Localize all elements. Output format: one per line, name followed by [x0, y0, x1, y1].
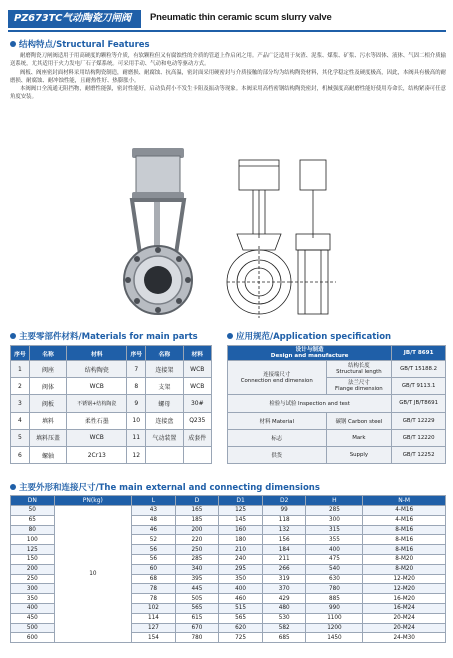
table-cell: 200: [175, 525, 219, 535]
table-cell: 78: [132, 594, 176, 604]
table-cell: 780: [175, 633, 219, 643]
table-cell: 540: [306, 564, 363, 574]
table-cell: 65: [11, 515, 55, 525]
table-cell: 阀体: [29, 378, 66, 395]
table-cell: 螺轴: [29, 446, 66, 463]
section-bullet-icon: [10, 41, 16, 47]
features-para-1: 耐磨陶瓷刀闸阀适用于用高硬度的颗粒等介质，有软颗粒但又有腐蚀性的介质的管道上作启闭之用。产品广泛适用于灰渣、泥浆、煤浆、矿浆、污水等固体、液体、气固二相介质输送系统，尤其适用于火力发电厂石子煤系统。可采用手动、气动和电动等驱动方式。: [10, 53, 446, 68]
table-cell: 连接端尺寸 Connection end dimension: [228, 361, 327, 395]
table-cell: GB/T 12252: [392, 446, 446, 463]
table-cell: 620: [219, 623, 263, 633]
materials-header-row: [11, 346, 212, 361]
col-header: 设计与制造 Design and manufacture: [228, 346, 392, 361]
table-cell: 220: [175, 535, 219, 545]
features-para-2: 阀板、阀座密封面材料采用结构陶瓷制造，耐磨损、耐腐蚀、抗高温，密封面采用硬密封与介质接触的部分均为结构陶瓷材料，其化学稳定性及硬度极高，因此，本阀具有极高的耐磨损、耐腐蚀、耐冲蚀性能，且耐热性好、热膨胀小。: [10, 69, 446, 84]
table-row: [11, 429, 212, 446]
table-cell: 结构陶瓷: [67, 361, 127, 378]
table-cell: 8-M16: [363, 545, 446, 555]
features-body: [10, 52, 446, 102]
table-cell: 11: [127, 429, 146, 446]
table-cell: 1: [11, 361, 30, 378]
col-header: D1: [219, 496, 263, 506]
table-cell: 450: [11, 613, 55, 623]
table-cell: 132: [262, 525, 306, 535]
table-cell: [183, 446, 211, 463]
table-cell: 78: [132, 584, 176, 594]
table-cell: 460: [219, 594, 263, 604]
table-cell: GB/T JB/T8691: [392, 395, 446, 412]
table-cell: 16-M20: [363, 594, 446, 604]
table-cell: 445: [175, 584, 219, 594]
table-cell: Q235: [183, 412, 211, 429]
table-cell: 154: [132, 633, 176, 643]
table-cell: 材料 Material: [228, 412, 327, 429]
table-cell: 9: [127, 395, 146, 412]
col-header: H: [306, 496, 363, 506]
table-cell: [146, 446, 183, 463]
table-cell: WCB: [183, 378, 211, 395]
table-cell: 515: [219, 603, 263, 613]
table-cell: 4-M16: [363, 506, 446, 516]
header-rule: [8, 30, 446, 32]
table-cell: 10: [127, 412, 146, 429]
table-cell: 670: [175, 623, 219, 633]
table-cell: 填料: [29, 412, 66, 429]
table-cell: 1450: [306, 633, 363, 643]
table-cell: 102: [132, 603, 176, 613]
col-header: 名称: [29, 346, 66, 361]
table-cell: 319: [262, 574, 306, 584]
table-row: [11, 395, 212, 412]
table-cell: 48: [132, 515, 176, 525]
table-cell: 990: [306, 603, 363, 613]
application-header-row: [228, 346, 446, 361]
table-cell: 885: [306, 594, 363, 604]
table-cell: 3: [11, 395, 30, 412]
table-cell: 145: [219, 515, 263, 525]
features-title: 结构特点/Structural Features: [19, 40, 150, 50]
table-cell: 118: [262, 515, 306, 525]
table-cell: 114: [132, 613, 176, 623]
table-cell: 6: [11, 446, 30, 463]
materials-heading: [10, 330, 198, 342]
table-cell: 475: [306, 554, 363, 564]
table-cell: 标志: [228, 429, 327, 446]
table-cell: 12: [127, 446, 146, 463]
table-cell: WCB: [183, 361, 211, 378]
table-cell: GB/T 12229: [392, 412, 446, 429]
table-cell: 350: [11, 594, 55, 604]
table-cell: 支架: [146, 378, 183, 395]
table-cell: 630: [306, 574, 363, 584]
table-row: [11, 378, 212, 395]
table-cell: 56: [132, 545, 176, 555]
table-cell: 检验与试验 Inspection and test: [228, 395, 392, 412]
table-cell: 8-M16: [363, 535, 446, 545]
table-cell: GB/T 9113.1: [392, 378, 446, 395]
dimensions-header-row: [11, 496, 446, 506]
table-cell: 不锈钢+结构陶瓷: [67, 395, 127, 412]
col-header: JB/T 8691: [392, 346, 446, 361]
table-cell: 127: [132, 623, 176, 633]
table-cell: 12-M20: [363, 584, 446, 594]
table-row: [228, 446, 446, 463]
table-cell: 100: [11, 535, 55, 545]
table-cell: 185: [175, 515, 219, 525]
table-cell: 20-M24: [363, 613, 446, 623]
application-table: [227, 345, 446, 464]
col-header: D2: [262, 496, 306, 506]
table-cell: 240: [219, 554, 263, 564]
table-cell: 成套件: [183, 429, 211, 446]
table-row: [11, 446, 212, 463]
table-cell: 99: [262, 506, 306, 516]
table-cell: 碳钢 Carbon steel: [326, 412, 392, 429]
table-cell: 400: [11, 603, 55, 613]
table-cell: 340: [175, 564, 219, 574]
table-cell: 184: [262, 545, 306, 555]
dimensions-table: [10, 495, 446, 643]
table-cell: 7: [127, 361, 146, 378]
table-cell: 8-M20: [363, 564, 446, 574]
table-cell: 400: [219, 584, 263, 594]
table-row: [228, 412, 446, 429]
table-cell: 600: [11, 633, 55, 643]
table-cell: 350: [219, 574, 263, 584]
table-cell: 2: [11, 378, 30, 395]
table-cell: 285: [175, 554, 219, 564]
col-header: 名称: [146, 346, 183, 361]
col-header: 材料: [183, 346, 211, 361]
table-cell: 210: [219, 545, 263, 555]
model-code: PZ673TC气动陶瓷刀闸阀: [8, 10, 141, 28]
table-cell: 连接盘: [146, 412, 183, 429]
table-cell: 615: [175, 613, 219, 623]
valve-photo: [124, 148, 192, 314]
application-heading: [227, 330, 391, 342]
table-cell: 160: [219, 525, 263, 535]
table-cell: 供货: [228, 446, 327, 463]
table-cell: 56: [132, 554, 176, 564]
table-cell: 阀座: [29, 361, 66, 378]
table-cell: 500: [11, 623, 55, 633]
table-cell: 480: [262, 603, 306, 613]
valve-illustrations: [0, 142, 453, 322]
table-cell: 370: [262, 584, 306, 594]
table-cell: 685: [262, 633, 306, 643]
valve-side-drawing: [290, 160, 336, 314]
table-cell: 柔性石墨: [67, 412, 127, 429]
table-cell: GB/T 15188.2: [392, 361, 446, 378]
table-cell: 1200: [306, 623, 363, 633]
table-cell: 266: [262, 564, 306, 574]
col-header: DN: [11, 496, 55, 506]
col-header: N-M: [363, 496, 446, 506]
table-cell: 315: [306, 525, 363, 535]
table-cell: 螺母: [146, 395, 183, 412]
table-cell: 355: [306, 535, 363, 545]
table-cell: 165: [175, 506, 219, 516]
table-cell: 4-M16: [363, 515, 446, 525]
table-row: [228, 429, 446, 446]
col-header: L: [132, 496, 176, 506]
table-row: [11, 412, 212, 429]
table-cell: 285: [306, 506, 363, 516]
table-cell: 8: [127, 378, 146, 395]
table-cell: 725: [219, 633, 263, 643]
table-cell: 12-M20: [363, 574, 446, 584]
table-cell: 80: [11, 525, 55, 535]
english-title: Pneumatic thin ceramic scum slurry valve: [150, 12, 332, 23]
table-cell: 250: [11, 574, 55, 584]
table-cell: 8-M20: [363, 554, 446, 564]
table-cell: 400: [306, 545, 363, 555]
table-cell: 68: [132, 574, 176, 584]
table-cell: 582: [262, 623, 306, 633]
table-cell: 气动装置: [146, 429, 183, 446]
table-cell: Supply: [326, 446, 392, 463]
col-header: 材料: [67, 346, 127, 361]
table-cell: 565: [219, 613, 263, 623]
table-cell: 565: [175, 603, 219, 613]
col-header: 序号: [127, 346, 146, 361]
table-cell: 24-M30: [363, 633, 446, 643]
pn-cell: 10: [54, 506, 132, 643]
table-row: [11, 506, 446, 516]
table-cell: 295: [219, 564, 263, 574]
table-cell: 43: [132, 506, 176, 516]
table-cell: 150: [11, 554, 55, 564]
table-cell: 60: [132, 564, 176, 574]
table-cell: 211: [262, 554, 306, 564]
table-cell: 阀板: [29, 395, 66, 412]
valve-figures: [0, 142, 453, 322]
table-cell: GB/T 12220: [392, 429, 446, 446]
table-cell: 8-M16: [363, 525, 446, 535]
table-row: [11, 361, 212, 378]
materials-table: [10, 345, 212, 464]
table-cell: 1100: [306, 613, 363, 623]
table-cell: 连接架: [146, 361, 183, 378]
col-header: 序号: [11, 346, 30, 361]
table-row: [228, 361, 446, 378]
dimensions-body: [11, 506, 446, 643]
table-cell: 200: [11, 564, 55, 574]
table-cell: 50: [11, 506, 55, 516]
table-cell: 156: [262, 535, 306, 545]
table-cell: 180: [219, 535, 263, 545]
section-bullet-icon: [10, 333, 16, 339]
table-cell: 395: [175, 574, 219, 584]
page-header: [0, 0, 453, 40]
table-cell: 300: [306, 515, 363, 525]
table-cell: 530: [262, 613, 306, 623]
table-cell: 429: [262, 594, 306, 604]
dimensions-title: 主要外形和连接尺寸/The main external and connecting dimensions: [19, 483, 320, 493]
dimensions-heading: [10, 481, 320, 493]
table-cell: 46: [132, 525, 176, 535]
col-header: PN(kg): [54, 496, 132, 506]
table-cell: 300: [11, 584, 55, 594]
table-cell: 30#: [183, 395, 211, 412]
table-cell: Mark: [326, 429, 392, 446]
table-cell: 125: [219, 506, 263, 516]
table-cell: 780: [306, 584, 363, 594]
features-para-3: 本阀阀口全流通无阻挡物，耐磨性能强，密封性能好，启动负荷小不发生卡阻及振动等现象。本阀采用高档密钢结构陶瓷密封，机械强度高耐磨性能好使用寿命长，结构紧凑可任意角度安装。: [10, 86, 446, 101]
section-bullet-icon: [227, 333, 233, 339]
section-bullet-icon: [10, 484, 16, 490]
table-cell: 20-M24: [363, 623, 446, 633]
table-cell: 填料压盖: [29, 429, 66, 446]
application-title: 应用规范/Application specification: [236, 332, 392, 342]
valve-front-drawing: [227, 160, 291, 318]
table-cell: 5: [11, 429, 30, 446]
table-cell: 4: [11, 412, 30, 429]
table-cell: 505: [175, 594, 219, 604]
table-cell: 法兰尺寸 Flange dimension: [326, 378, 392, 395]
materials-title: 主要零部件材料/Materials for main parts: [19, 332, 198, 342]
table-cell: 16-M24: [363, 603, 446, 613]
table-cell: 结构长度 Structural length: [326, 361, 392, 378]
table-cell: 125: [11, 545, 55, 555]
features-heading: [10, 38, 150, 50]
table-cell: WCB: [67, 378, 127, 395]
table-row: [228, 395, 446, 412]
table-cell: WCB: [67, 429, 127, 446]
table-cell: 2Cr13: [67, 446, 127, 463]
table-cell: 250: [175, 545, 219, 555]
col-header: D: [175, 496, 219, 506]
table-cell: 52: [132, 535, 176, 545]
